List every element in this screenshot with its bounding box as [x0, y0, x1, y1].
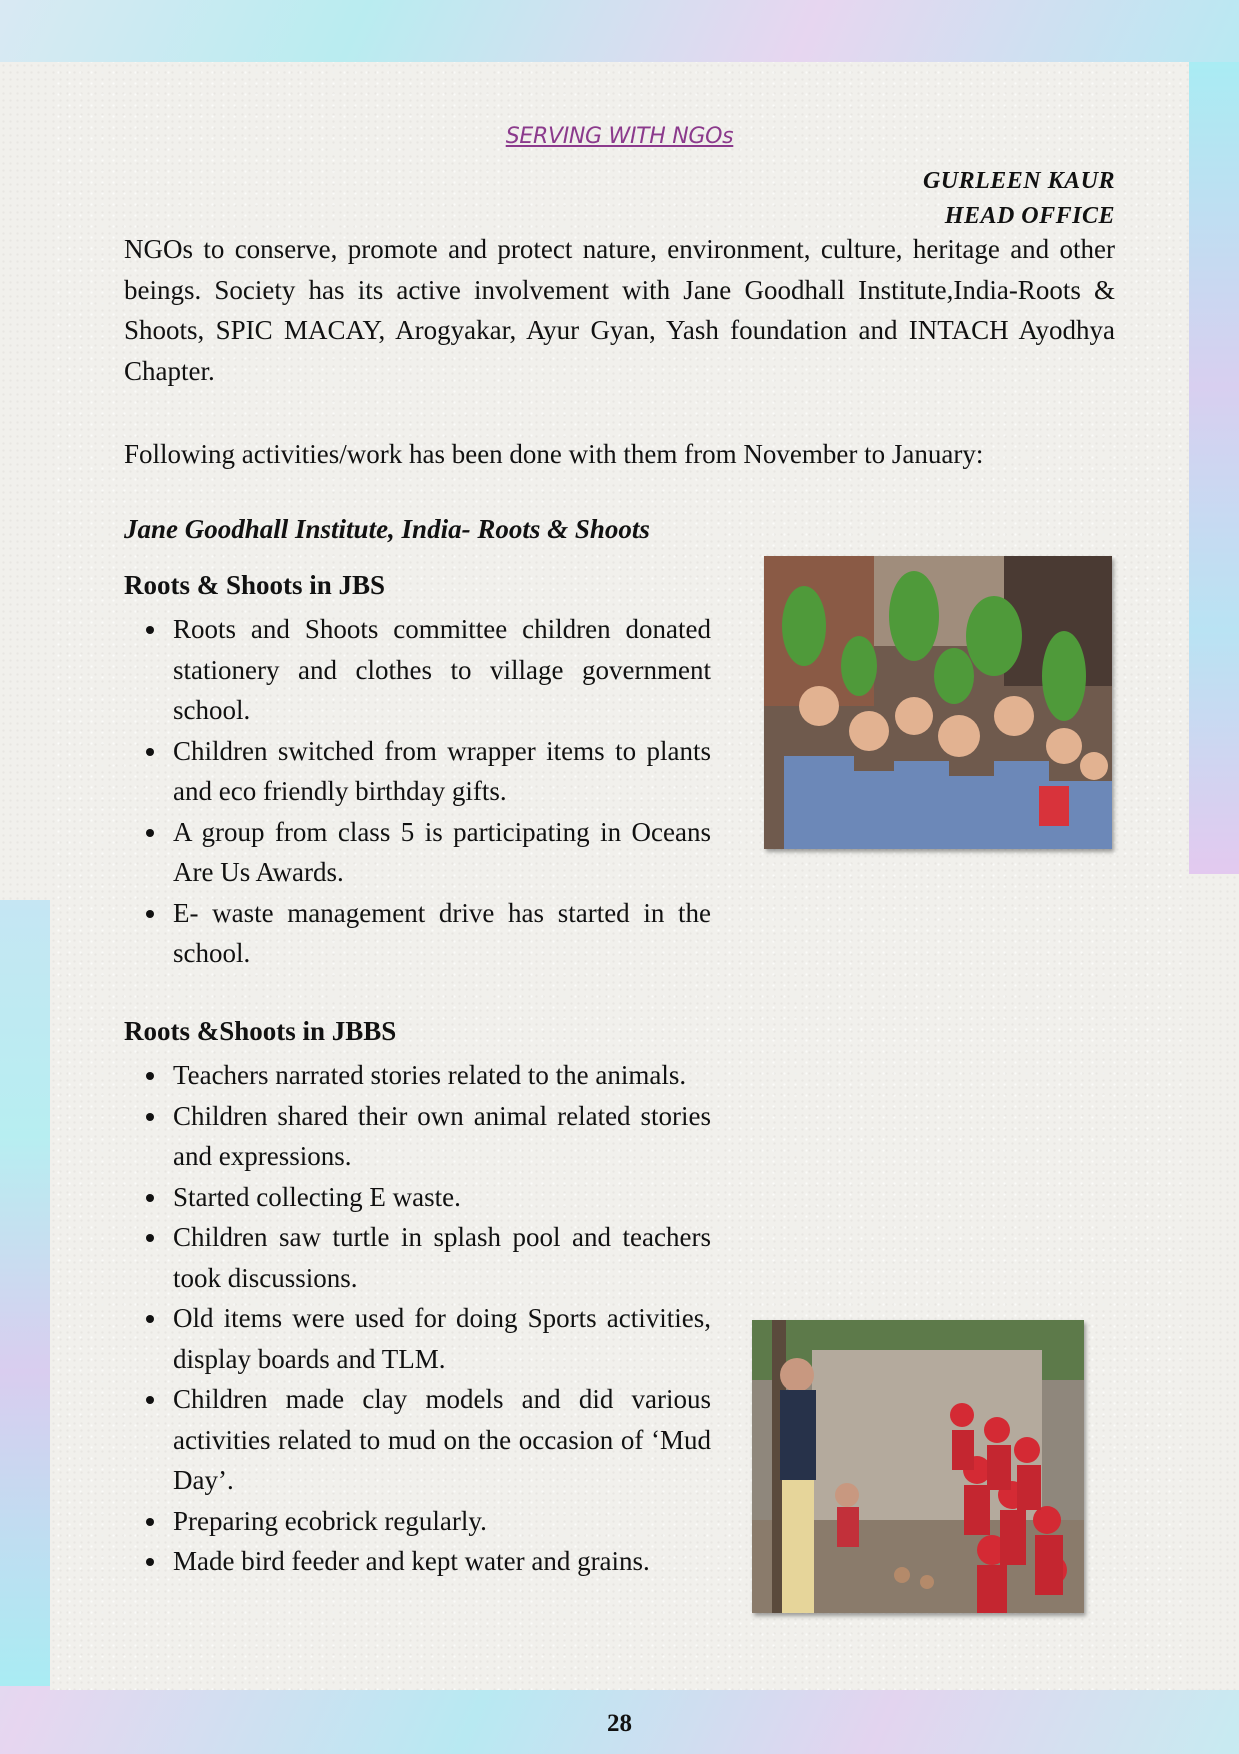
- photo-teacher-with-children: [752, 1320, 1084, 1613]
- author-block: [923, 164, 1115, 234]
- list-item: Made bird feeder and kept water and grains.: [124, 1541, 711, 1582]
- list-item: Children switched from wrapper items to plants and eco friendly birthday gifts.: [124, 731, 711, 812]
- sub-heading: Jane Goodhall Institute, India- Roots & Shoots: [124, 514, 650, 544]
- list-item: E- waste management drive has started in the school.: [124, 893, 711, 974]
- decorative-wash-left: [0, 900, 50, 1686]
- author-name: GURLEEN KAUR: [922, 168, 1115, 194]
- photo-children-with-plants: [764, 556, 1112, 849]
- list-item: Teachers narrated stories related to the animals.: [124, 1055, 711, 1096]
- following-activities-line: Following activities/work has been done with them from November to January:: [124, 439, 984, 469]
- photo-teacher-with-children-illustration: [752, 1320, 1084, 1613]
- bullet-list-jbs: [124, 609, 711, 974]
- list-item: Started collecting E waste.: [124, 1177, 711, 1218]
- page-number: 28: [607, 1710, 632, 1737]
- paper-extension-left: [0, 62, 50, 900]
- list-item: Preparing ecobrick regularly.: [124, 1501, 711, 1542]
- list-item: Children made clay models and did various activities related to mud on the occasion of ‘Mud Day’.: [124, 1379, 711, 1501]
- list-item: Children shared their own animal related stories and expressions.: [124, 1096, 711, 1177]
- paper-extension-right: [1189, 874, 1239, 1690]
- page-title: SERVING WITH NGOs: [505, 124, 734, 149]
- photo-children-with-plants-illustration: [764, 556, 1112, 849]
- decorative-wash-right: [1189, 62, 1239, 874]
- author-office: HEAD OFFICE: [944, 203, 1115, 229]
- section-title-jbbs: Roots &Shoots in JBBS: [124, 1016, 397, 1046]
- section-title-jbs: Roots & Shoots in JBS: [124, 570, 386, 600]
- bullet-list-jbbs: [124, 1055, 711, 1582]
- list-item: Roots and Shoots committee children donated stationery and clothes to village government school.: [124, 609, 711, 731]
- intro-paragraph: NGOs to conserve, promote and protect nature, environment, culture, heritage and other beings. Society has its active involvement with Jane Goodhall Institute,India-Roots & Shoots, SPIC MACAY, Arogyakar, Ayur Gyan, Yash foundation and INTACH Ayodhya Chapter.: [124, 234, 1115, 386]
- list-item: A group from class 5 is participating in Oceans Are Us Awards.: [124, 812, 711, 893]
- list-item: Old items were used for doing Sports activities, display boards and TLM.: [124, 1298, 711, 1379]
- list-item: Children saw turtle in splash pool and teachers took discussions.: [124, 1217, 711, 1298]
